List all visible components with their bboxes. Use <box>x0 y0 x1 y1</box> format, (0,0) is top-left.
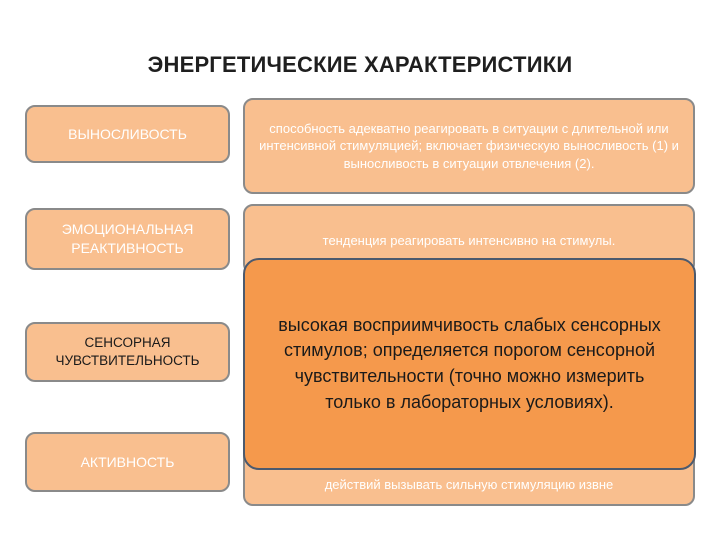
sensory-sensitivity-description-popup <box>243 258 696 470</box>
label-endurance: ВЫНОСЛИВОСТЬ <box>68 125 187 142</box>
description-emotional-reactivity: тенденция реагировать интенсивно на стимулы. <box>322 233 616 248</box>
label-sensory-sensitivity: СЕНСОРНАЯ ЧУВСТВИТЕЛЬНОСТЬ <box>55 334 200 368</box>
label-activity: АКТИВНОСТЬ <box>80 453 175 470</box>
label-box-activity <box>25 432 230 492</box>
slide-title: ЭНЕРГЕТИЧЕСКИЕ ХАРАКТЕРИСТИКИ <box>147 52 573 77</box>
label-emotional-reactivity: ЭМОЦИОНАЛЬНАЯ РЕАКТИВНОСТЬ <box>61 221 194 256</box>
label-box-emotional-reactivity <box>25 208 230 270</box>
label-box-endurance <box>25 105 230 163</box>
description-sensory-sensitivity: высокая восприимчивость слабых сенсорных стимулов; определяется порогом сенсорной чувствительности (точно можно измерить только в лабораторных условиях). <box>278 314 661 412</box>
description-endurance: способность адекватно реагировать в ситуации с длительной или интенсивной стимуляцией; включает физическую выносливость (1) и выносливость в ситуации отвлечения (2). <box>259 120 679 171</box>
description-activity: действий вызывать сильную стимуляцию извне <box>324 477 614 493</box>
label-box-sensory-sensitivity <box>25 322 230 382</box>
description-box-endurance <box>243 98 695 194</box>
